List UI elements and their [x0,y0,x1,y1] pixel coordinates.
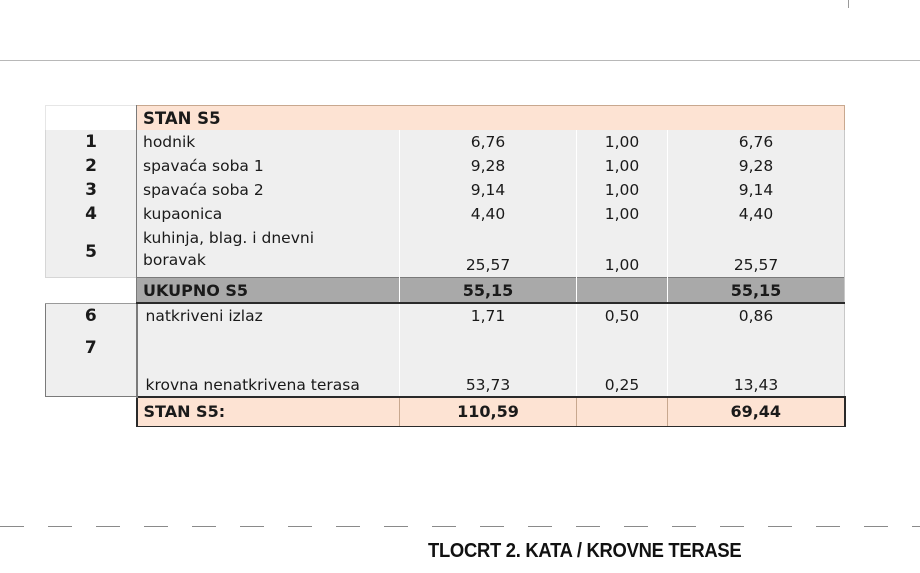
room-name: kupaonica [137,202,400,226]
table-row [46,202,845,226]
room-name: spavaća soba 2 [137,178,400,202]
apartment-header: STAN S5 [137,106,845,131]
grand-total-empty [577,397,668,427]
net-area-value: 13,43 [668,328,845,397]
drawing-title: TLOCRT 2. KATA / KROVNE TERASE [428,540,742,562]
area-table [45,105,846,427]
net-area-value: 9,14 [668,178,845,202]
corner-tick-mark [848,0,849,8]
coefficient-value: 1,00 [577,202,668,226]
header-blank-cell [46,106,137,131]
room-name: natkriveni izlaz [137,303,400,328]
area-value: 9,28 [400,154,577,178]
area-value: 25,57 [400,226,577,278]
subtotal-row [46,278,845,304]
room-name: krovna nenatkrivena terasa [137,328,400,397]
room-name [137,226,400,278]
net-area-value: 9,28 [668,154,845,178]
net-area-value: 4,40 [668,202,845,226]
coefficient-value: 0,25 [577,328,668,397]
subtotal-label: UKUPNO S5 [137,278,400,304]
row-number: 5 [46,226,137,278]
area-value: 4,40 [400,202,577,226]
net-area-value: 6,76 [668,130,845,154]
row-number: 7 [46,328,137,397]
table-row [46,226,845,278]
area-value: 9,14 [400,178,577,202]
top-divider-line [0,60,920,61]
table-header-row [46,106,845,131]
grand-total-row [46,397,845,427]
subtotal-net-area: 55,15 [668,278,845,304]
table-row [46,154,845,178]
subtotal-blank-cell [46,278,137,304]
net-area-value: 0,86 [668,303,845,328]
grand-total-blank-cell [46,397,137,427]
room-name: hodnik [137,130,400,154]
coefficient-value: 1,00 [577,226,668,278]
row-number: 4 [46,202,137,226]
table-row [46,178,845,202]
grand-total-area: 110,59 [400,397,577,427]
subtotal-area: 55,15 [400,278,577,304]
table-row [46,130,845,154]
coefficient-value: 0,50 [577,303,668,328]
row-number: 3 [46,178,137,202]
grand-total-label: STAN S5: [137,397,400,427]
subtotal-empty [577,278,668,304]
row-number: 1 [46,130,137,154]
coefficient-value: 1,00 [577,130,668,154]
room-name: spavaća soba 1 [137,154,400,178]
room-name-line-1: kuhinja, blag. i dnevni [143,229,315,247]
table-row [46,303,845,328]
row-number: 2 [46,154,137,178]
dashed-section-line [0,526,920,527]
room-name-line-2: boravak [143,251,206,269]
table-row [46,328,845,397]
grand-total-net-area: 69,44 [668,397,845,427]
area-value: 6,76 [400,130,577,154]
area-value: 1,71 [400,303,577,328]
coefficient-value: 1,00 [577,154,668,178]
net-area-value: 25,57 [668,226,845,278]
row-number: 6 [46,303,137,328]
coefficient-value: 1,00 [577,178,668,202]
area-value: 53,73 [400,328,577,397]
